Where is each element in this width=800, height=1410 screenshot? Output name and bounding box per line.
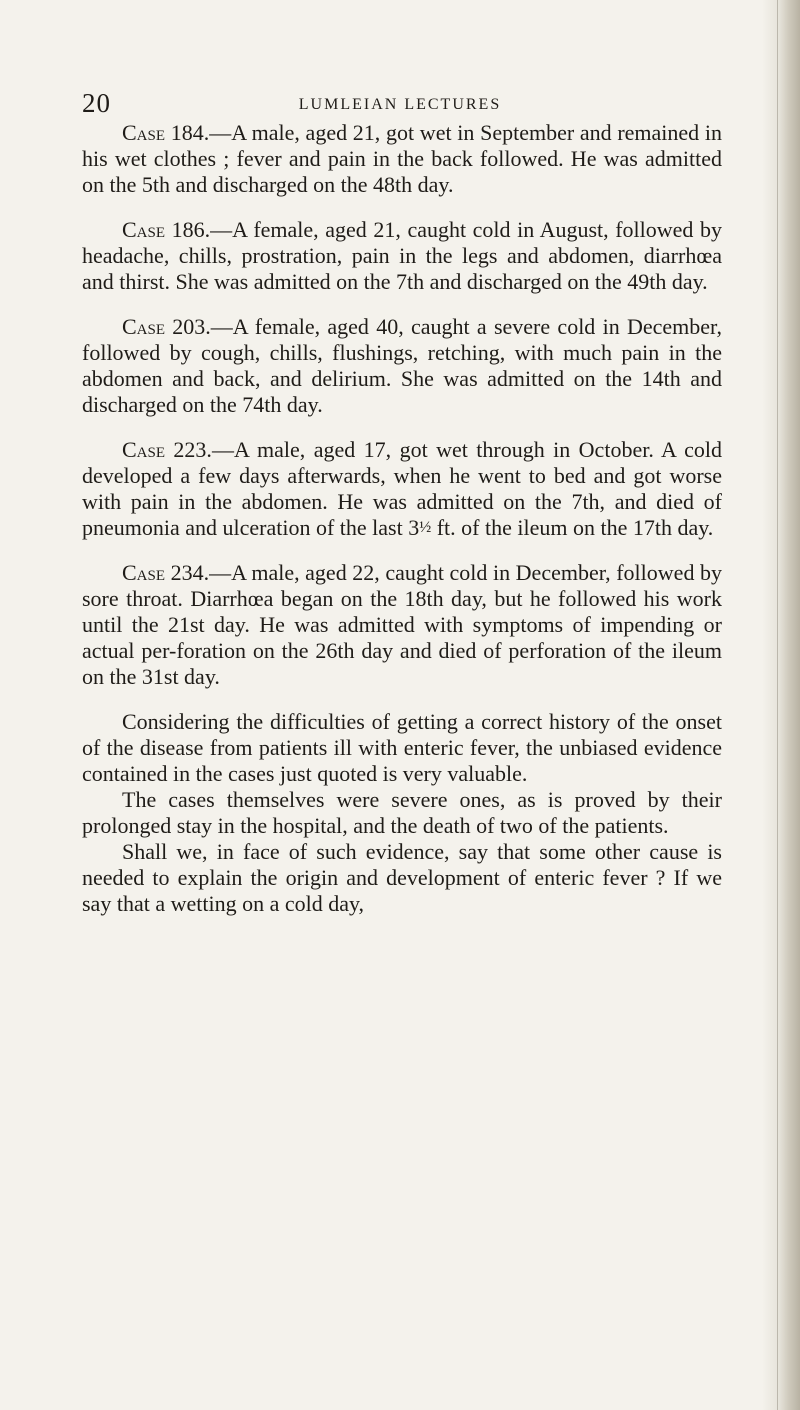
page-edge-line (777, 0, 778, 1410)
case-label: Case 223. (122, 437, 212, 462)
paragraph-severe-cases: The cases themselves were severe ones, as is proved by their prolonged stay in the hospital, and the death of two of the patients. (82, 787, 722, 838)
case-223 (82, 437, 722, 541)
page-gutter-shadow (762, 0, 800, 1410)
case-text: —A female, aged 40, caught a severe cold in December, followed by cough, chills, flushings, retching, with much pain in the abdomen and back, and delirium. She was admitted on the 14th and discharged on the 74th day. (82, 314, 722, 417)
paragraph-considering: Considering the difficulties of getting a correct history of the onset of the disease from patients ill with enteric fever, the unbiased evidence contained in the cases just quoted is very valuable. (82, 709, 722, 786)
case-text: —A male, aged 17, got wet through in October. A cold developed a few days afterwards, when he went to bed and got worse with pain in the abdomen. He was admitted on the 7th, and died of pneumonia and ulceration of the last 3 (82, 437, 722, 540)
case-184 (82, 120, 722, 198)
case-label: Case 184. (122, 120, 210, 145)
case-text: —A male, aged 21, got wet in September and remained in his wet clothes ; fever and pain in the back followed. He was admitted on the 5th and discharged on the 48th day. (82, 120, 722, 197)
case-234 (82, 560, 722, 690)
case-186 (82, 217, 722, 295)
paragraph-shall-we: Shall we, in face of such evidence, say that some other cause is needed to explain the origin and development of enteric fever ? If we say that a wetting on a cold day, (82, 839, 722, 916)
case-text: —A female, aged 21, caught cold in August, followed by headache, chills, prostration, pain in the legs and abdomen, diarrhœa and thirst. She was admitted on the 7th and discharged on the 49th day. (82, 217, 722, 294)
case-text: —A male, aged 22, caught cold in December, followed by sore throat. Diarrhœa began on the 18th day, but he followed his work until the 21st day. He was admitted with symptoms of impending or actual per-foration on the 26th day and died of perforation of the ileum on the 31st day. (82, 560, 723, 689)
body-text (82, 120, 722, 917)
case-text-continued: ft. of the ileum on the 17th day. (431, 515, 714, 540)
case-203 (82, 314, 722, 418)
fraction: ½ (419, 519, 432, 536)
page-number: 20 (82, 88, 111, 118)
case-label: Case 186. (122, 217, 211, 242)
case-label: Case 203. (122, 314, 211, 339)
case-label: Case 234. (122, 560, 210, 585)
running-head: LUMLEIAN LECTURES (298, 96, 502, 113)
